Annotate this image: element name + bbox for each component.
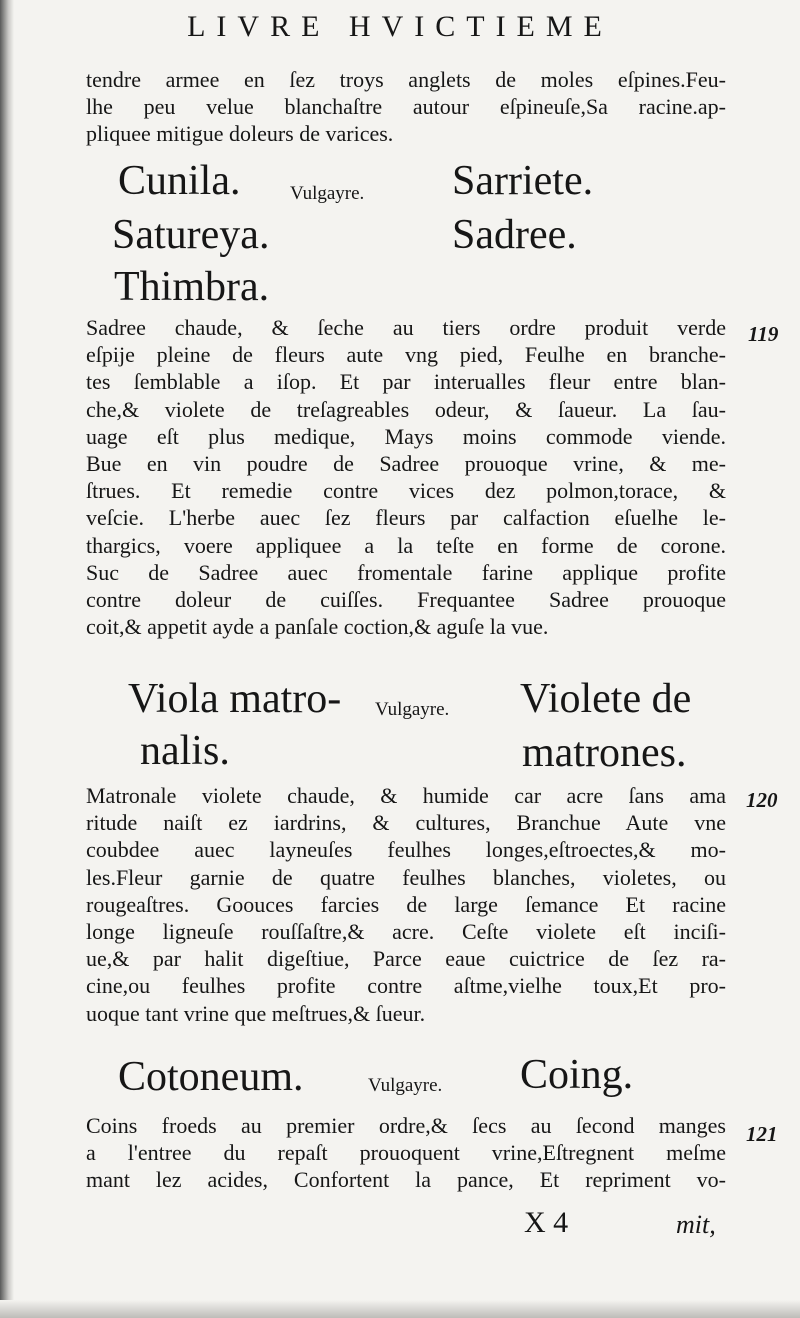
catchword: mit, xyxy=(676,1210,716,1239)
text-line: uage eſt plus medique, Mays moins commode viende. xyxy=(86,423,726,449)
text-line: veſcie. L'herbe auec ſez fleurs par calfaction eſuelhe le- xyxy=(86,505,726,531)
text-line: pliquee mitigue doleurs de varices. xyxy=(86,121,394,147)
french-name: Sadree. xyxy=(452,212,577,258)
vulgar-label: Vulgayre. xyxy=(290,183,365,204)
french-name: Sarriete. xyxy=(452,158,594,204)
text-line: ritude naiſt ez iardrins, & cultures, Branchue Aute vne xyxy=(86,810,726,836)
vulgar-label: Vulgayre. xyxy=(375,699,450,720)
text-line: Suc de Sadree auec fromentale farine applique profite xyxy=(86,559,726,585)
text-line: Bue en vin poudre de Sadree prouoque vrine, & me- xyxy=(86,451,726,477)
text-line: che,& violete de treſagreables odeur, & ſaueur. La ſau- xyxy=(86,396,726,422)
text-line: Matronale violete chaude, & humide car acre ſans ama xyxy=(86,783,726,808)
text-line: mant lez acides, Confortent la pance, Et repriment vo- xyxy=(86,1167,726,1193)
text-line: a l'entree du repaſt prouoquent vrine,Eſtregnent meſme xyxy=(86,1140,726,1166)
french-name: matrones. xyxy=(522,730,687,776)
viola-paragraph xyxy=(86,782,726,1027)
latin-name: Viola matro- xyxy=(128,676,342,722)
text-line: cine,ou feulhes profite contre aſtme,vielhe toux,Et pro- xyxy=(86,973,726,999)
text-line: Coins froeds au premier ordre,& ſecs au ſecond manges xyxy=(86,1113,726,1138)
text-line: eſpije pleine de fleurs aute vng pied, Feulhe en branche- xyxy=(86,342,726,368)
french-name: Violete de xyxy=(520,676,692,722)
text-line: Sadree chaude, & ſeche au tiers ordre produit verde xyxy=(86,315,726,340)
cunila-paragraph xyxy=(86,314,726,640)
intro-paragraph xyxy=(86,66,726,148)
text-line: tes ſemblable a iſop. Et par interualles fleur entre blan- xyxy=(86,369,726,395)
page-bottom-shadow xyxy=(0,1300,800,1318)
latin-name: Thimbra. xyxy=(114,264,270,310)
text-line: ſtrues. Et remedie contre vices dez polmon,torace, & xyxy=(86,478,726,504)
page-edge-shadow xyxy=(0,0,14,1318)
margin-number: 121 xyxy=(746,1122,778,1146)
latin-name: nalis. xyxy=(140,728,230,774)
text-line: longe ligneuſe rouſſaſtre,& acre. Ceſte violete eſt inciſi- xyxy=(86,919,726,945)
text-line: thargics, voere appliquee a la teſte en forme de corone. xyxy=(86,532,726,558)
running-title: LIVRE HVICTIEME xyxy=(187,10,613,43)
text-line: les.Fleur garnie de quatre feulhes blanches, violetes, ou xyxy=(86,864,726,890)
latin-name: Satureya. xyxy=(112,212,270,258)
text-line: tendre armee en ſez troys anglets de moles eſpines.Feu- xyxy=(86,67,726,92)
latin-name: Cunila. xyxy=(118,158,241,204)
french-name: Coing. xyxy=(520,1052,634,1098)
text-line: coit,& appetit ayde a panſale coction,& aguſe la vue. xyxy=(86,614,549,640)
text-line: lhe peu velue blanchaſtre autour eſpineuſe,Sa racine.ap- xyxy=(86,94,726,120)
signature-mark: X 4 xyxy=(524,1206,569,1239)
text-line: contre doleur de cuiſſes. Frequantee Sadree prouoque xyxy=(86,587,726,613)
margin-number: 119 xyxy=(748,322,779,346)
latin-name: Cotoneum. xyxy=(118,1054,304,1100)
vulgar-label: Vulgayre. xyxy=(368,1075,443,1096)
text-line: coubdee auec layneuſes feulhes longes,eſtroectes,& mo- xyxy=(86,837,726,863)
cotoneum-paragraph xyxy=(86,1112,726,1194)
text-line: ue,& par halit digeſtiue, Parce eaue cuictrice de ſez ra- xyxy=(86,946,726,972)
text-line: uoque tant vrine que meſtrues,& ſueur. xyxy=(86,1000,426,1026)
text-line: rougeaſtres. Goouces farcies de large ſemance Et racine xyxy=(86,891,726,917)
margin-number: 120 xyxy=(746,788,778,812)
